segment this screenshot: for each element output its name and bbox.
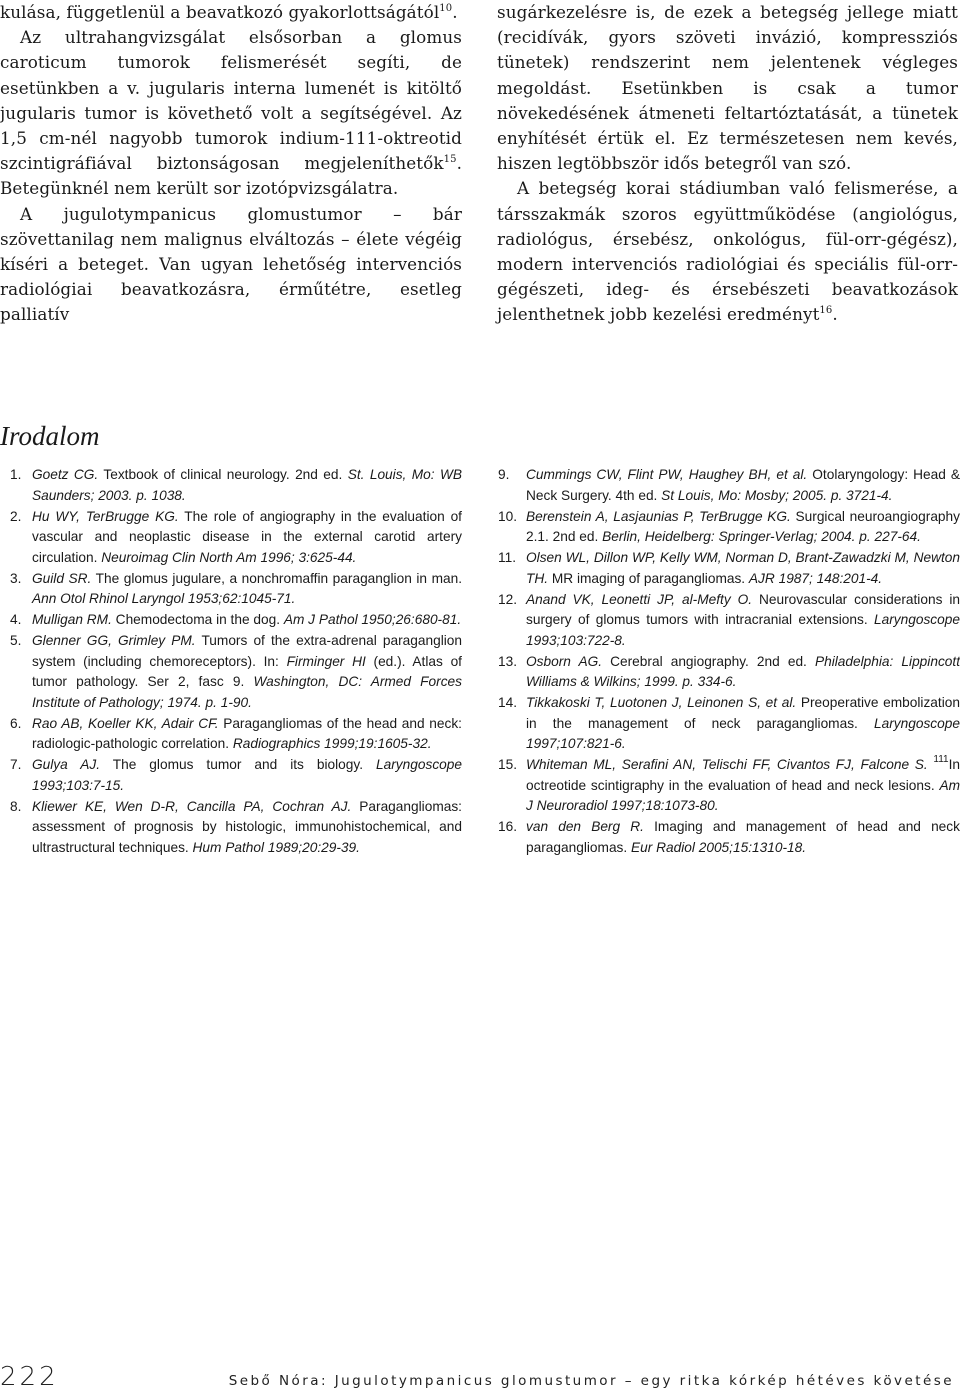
reference-plain-part: The role of angiography in the evaluation of vascular and neoplastic disease in the external carotid artery circulation. (32, 508, 462, 565)
reference-italic-part: Tikkakoski T, Luotonen J, Leinonen S, et al. (526, 695, 797, 710)
reference-text (32, 610, 462, 631)
reference-italic-part: Osborn AG. (526, 653, 603, 669)
reference-italic-part: Berenstein A, Lasjaunias P, TerBrugge KG. (526, 508, 791, 524)
paragraph-text: Az ultrahangvizsgálat elsősorban a glomus caroticum tumorok felismerését segíti, de esetünkben a v. jugularis interna lumenét is kitöltő jugularis tumor is követhető volt a segítségével. Az 1,5 cm-nél nagyobb tumorok indium-111-oktreotid szcintigráfiával biztonságosan megjeleníthetők (0, 27, 462, 174)
reference-number: 13. (498, 653, 518, 669)
reference-italic-part: Glenner GG, Grimley PM. (32, 633, 196, 648)
body-paragraph (497, 176, 958, 327)
reference-plain-part: Otolaryngology: Head & Neck Surgery. 4th ed. (526, 467, 960, 503)
reference-text (526, 465, 960, 506)
reference-item (498, 652, 960, 693)
reference-number: 6. (10, 715, 22, 731)
reference-italic-part: Berlin, Heidelberg: Springer-Verlag; 2004. p. 227-64. (602, 529, 921, 544)
reference-list-right (498, 465, 960, 859)
reference-italic-part: AJR 1987; 148:201-4. (748, 570, 883, 586)
reference-number: 7. (10, 757, 22, 772)
reference-item (498, 590, 960, 652)
reference-italic-part: Goetz CG. (32, 467, 99, 482)
body-paragraph (0, 25, 462, 201)
reference-plain-part: Chemodectoma in the dog. (111, 612, 284, 627)
citation-superscript: 16 (819, 305, 833, 317)
reference-item (498, 693, 960, 755)
reference-number: 15. (498, 757, 518, 772)
reference-italic-part: St Louis, Mo: Mosby; 2005. p. 3721-4. (661, 487, 893, 503)
reference-plain-part: Cerebral angiography. 2nd ed. (602, 653, 815, 669)
reference-italic-part: Firminger HI (286, 653, 366, 669)
reference-italic-part: Radiographics 1999;19:1605-32. (232, 736, 432, 751)
reference-text (526, 548, 960, 589)
reference-text (32, 631, 462, 713)
body-column-left (0, 0, 462, 328)
reference-item (498, 465, 960, 506)
reference-number: 5. (10, 633, 22, 648)
paragraph-text: sugárkezelésre is, de ezek a betegség jellege miatt (recidívák, gyors szöveti invázió, kompressziós tünetek) rendszerint nem jelentenek végleges megoldást. Esetünkben is csak a tumor növekedésének átmeneti feltartóztatását, a tünetek enyhítését értük el. Ez természetesen nem kevés, hiszen legtöbbször idős betegről van szó. (497, 2, 958, 174)
reference-number: 16. (498, 819, 518, 834)
reference-italic-part: Philadelphia: Lippincott Williams & Wilkins; 1999. p. 334-6. (526, 653, 960, 689)
reference-italic-part: Rao AB, Koeller KK, Adair CF. (32, 715, 219, 731)
reference-italic-part: Hu WY, TerBrugge KG. (32, 508, 179, 524)
reference-plain-part: Surgical neuroangiography 2.1. 2nd ed. (526, 508, 960, 544)
reference-italic-part: Am J Pathol 1950;26:680-81. (283, 612, 462, 627)
reference-item (10, 797, 462, 859)
citation-superscript: 10 (439, 3, 453, 14)
paragraph-text-continued: . (452, 2, 458, 22)
reference-italic-part: St. Louis, Mo: WB Saunders; 2003. p. 1038. (32, 467, 462, 503)
reference-list-left (10, 465, 462, 859)
body-column-right (497, 0, 958, 328)
reference-text (32, 465, 462, 506)
reference-italic-part: Laryngoscope 1993;103:7-15. (32, 757, 463, 793)
reference-number: 11. (498, 550, 517, 565)
reference-text (32, 507, 462, 569)
reference-number: 9. (498, 467, 510, 482)
reference-italic-part: Guild SR. (32, 570, 92, 586)
page-number: 222 (0, 1362, 59, 1392)
reference-item (10, 714, 462, 755)
reference-italic-part: Laryngoscope 1993;103:722-8. (526, 612, 960, 648)
citation-superscript: 15 (443, 154, 457, 166)
reference-number: 4. (10, 612, 22, 627)
body-paragraph (0, 202, 462, 328)
reference-text (526, 590, 960, 652)
running-title: Sebő Nóra: Jugulotympanicus glomustumor – egy ritka kórkép hétéves követése (228, 1373, 954, 1389)
reference-italic-part: Kliewer KE, Wen D-R, Cancilla PA, Cochran AJ. (32, 798, 352, 814)
reference-item (10, 631, 462, 713)
reference-plain-part: MR imaging of paragangliomas. (548, 570, 749, 586)
reference-italic-part: Eur Radiol 2005;15:1310-18. (631, 839, 807, 855)
reference-italic-part: Washington, DC: Armed Forces Institute of Pathology; 1974. p. 1-90. (32, 674, 463, 710)
body-paragraph (0, 0, 462, 25)
reference-plain-part: The glomus jugulare, a nonchromaffin paraganglion in man. (91, 570, 462, 586)
reference-item (10, 610, 462, 631)
reference-number: 1. (10, 467, 22, 482)
reference-italic-part: Mulligan RM. (32, 612, 112, 627)
paragraph-text-continued: . Betegünknél nem került sor izotópvizsgálatra. (0, 153, 462, 199)
reference-item (10, 755, 462, 796)
paragraph-text: A jugulotympanicus glomustumor – bár szövettanilag nem malignus elváltozás – élete végéig kíséri a beteget. Van ugyan lehetőség intervenciós radiológiai beavatkozásra, érműtétre, esetleg palliatív (0, 203, 462, 325)
paragraph-text: kulása, függetlenül a beavatkozó gyakorlottságától (0, 2, 440, 22)
reference-item (498, 507, 960, 548)
reference-plain-part: Neurovascular considerations in surgery of glomus tumors with intracranial extensions. (526, 591, 960, 627)
reference-number: 14. (498, 695, 518, 710)
references-heading: Irodalom (0, 421, 100, 451)
reference-plain-part: The glomus tumor and its biology. (100, 757, 377, 772)
reference-italic-part: Hum Pathol 1989;20:29-39. (192, 839, 360, 855)
reference-text (526, 755, 960, 817)
reference-number: 2. (10, 508, 22, 524)
reference-item (498, 755, 960, 817)
reference-number: 10. (498, 508, 518, 524)
reference-plain-part: Paragangliomas of the head and neck: radiologic-pathologic correlation. (32, 715, 462, 751)
reference-text (526, 817, 960, 858)
reference-text (32, 797, 462, 859)
reference-italic-part: Whiteman ML, Serafini AN, Telischi FF, Civantos FJ, Falcone S. (526, 757, 928, 772)
reference-italic-part: Olsen WL, Dillon WP, Kelly WM, Norman D, Brant-Zawadzki M, Newton TH. (526, 550, 960, 586)
reference-italic-part: Gulya AJ. (32, 757, 101, 772)
reference-italic-part: Ann Otol Rhinol Laryngol 1953;62:1045-71. (32, 591, 296, 606)
reference-text (32, 755, 462, 796)
reference-text (32, 569, 462, 610)
reference-plain-part: Textbook of clinical neurology. 2nd ed. (98, 467, 348, 482)
reference-italic-part: Anand VK, Leonetti JP, al-Mefty O. (526, 591, 753, 607)
paragraph-text: A betegség korai stádiumban való felismerése, a társszakmák szoros együttműködése (angiológus, radiológus, érsebész, onkológus, fül-orr-gégész), modern intervenciós radiológiai és speciális fül-orr-gégészeti, ideg- és érsebészeti beavatkozások jelenthetnek jobb kezelési eredményt (497, 178, 958, 325)
reference-plain-part: In octreotide scintigraphy in the evaluation of head and neck lesions. (526, 757, 960, 793)
reference-text (526, 652, 960, 693)
reference-plain-part: Tumors of the extra-adrenal paraganglion system (including chemoreceptors). In: (32, 633, 462, 669)
reference-item (10, 569, 462, 610)
reference-text (526, 507, 960, 548)
reference-italic-part: Laryngoscope 1997;107:821-6. (526, 715, 960, 751)
reference-italic-part: van den Berg R. (526, 819, 644, 834)
reference-text (32, 714, 462, 755)
reference-number: 3. (10, 570, 22, 586)
reference-item (498, 548, 960, 589)
reference-superscript: 111 (933, 754, 949, 765)
reference-italic-part: Am J Neuroradiol 1997;18:1073-80. (526, 777, 960, 813)
reference-item (10, 465, 462, 506)
paragraph-text-continued: . (832, 304, 838, 325)
reference-number: 12. (498, 591, 518, 607)
reference-plain-part: Preoperative embolization in the management of neck paragangliomas. (526, 695, 960, 731)
reference-plain-part: Paragangliomas: assessment of prognosis by histologic, immunohistochemical, and ultrastructural techniques. (32, 798, 462, 855)
reference-item (498, 817, 960, 858)
reference-italic-part: Neuroimag Clin North Am 1996; 3:625-44. (101, 549, 357, 565)
reference-plain-part: (ed.). Atlas of tumor pathology. Ser 2, fasc 9. (32, 653, 462, 689)
reference-item (10, 507, 462, 569)
reference-italic-part: Cummings CW, Flint PW, Haughey BH, et al. (526, 467, 808, 482)
reference-plain-part: Imaging and management of head and neck paragangliomas. (526, 819, 960, 855)
body-paragraph (497, 0, 958, 176)
reference-number: 8. (10, 798, 22, 814)
reference-text (526, 693, 960, 755)
